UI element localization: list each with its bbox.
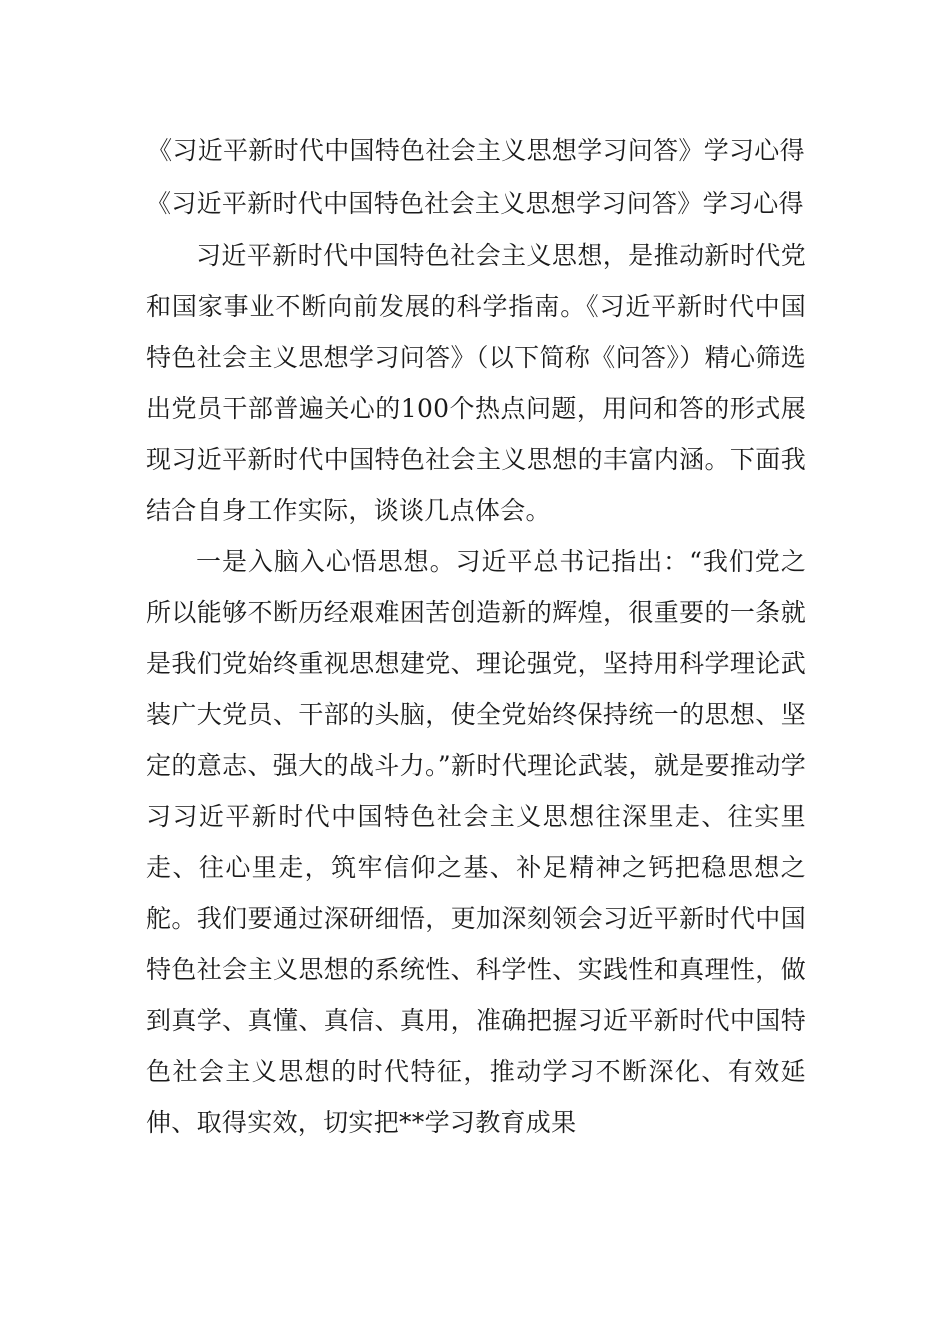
document-subtitle: 《习近平新时代中国特色社会主义思想学习问答》学习心得 — [146, 189, 804, 218]
body-paragraph-point-one: 一是入脑入心悟思想。习近平总书记指出：“我们党之所以能够不断历经艰难困苦创造新的辉煌，很重要的一条就是我们党始终重视思想建党、理论强党，坚持用科学理论武装广大党员、干部的头脑，使全党始终保持统一的思想、坚定的意志、强大的战斗力。”新时代理论武装，就是要推动学习习近平新时代中国特色社会主义思想往深里走、往实里走、往心里走，筑牢信仰之基、补足精神之钙把稳思想之舵。我们要通过深研细悟，更加深刻领会习近平新时代中国特色社会主义思想的系统性、科学性、实践性和真理性，做到真学、真懂、真信、真用，准确把握习近平新时代中国特色社会主义思想的时代特征，推动学习不断深化、有效延伸、取得实效，切实把**学习教育成果 — [146, 547, 806, 1137]
body-paragraph-intro: 习近平新时代中国特色社会主义思想，是推动新时代党和国家事业不断向前发展的科学指南。《习近平新时代中国特色社会主义思想学习问答》（以下简称《问答》）精心筛选出党员干部普遍关心的100个热点问题，用问和答的形式展现习近平新时代中国特色社会主义思想的丰富内涵。下面我结合自身工作实际，谈谈几点体会。 — [146, 241, 806, 525]
document-title: 《习近平新时代中国特色社会主义思想学习问答》学习心得 — [147, 136, 805, 165]
document-page — [146, 126, 806, 1148]
